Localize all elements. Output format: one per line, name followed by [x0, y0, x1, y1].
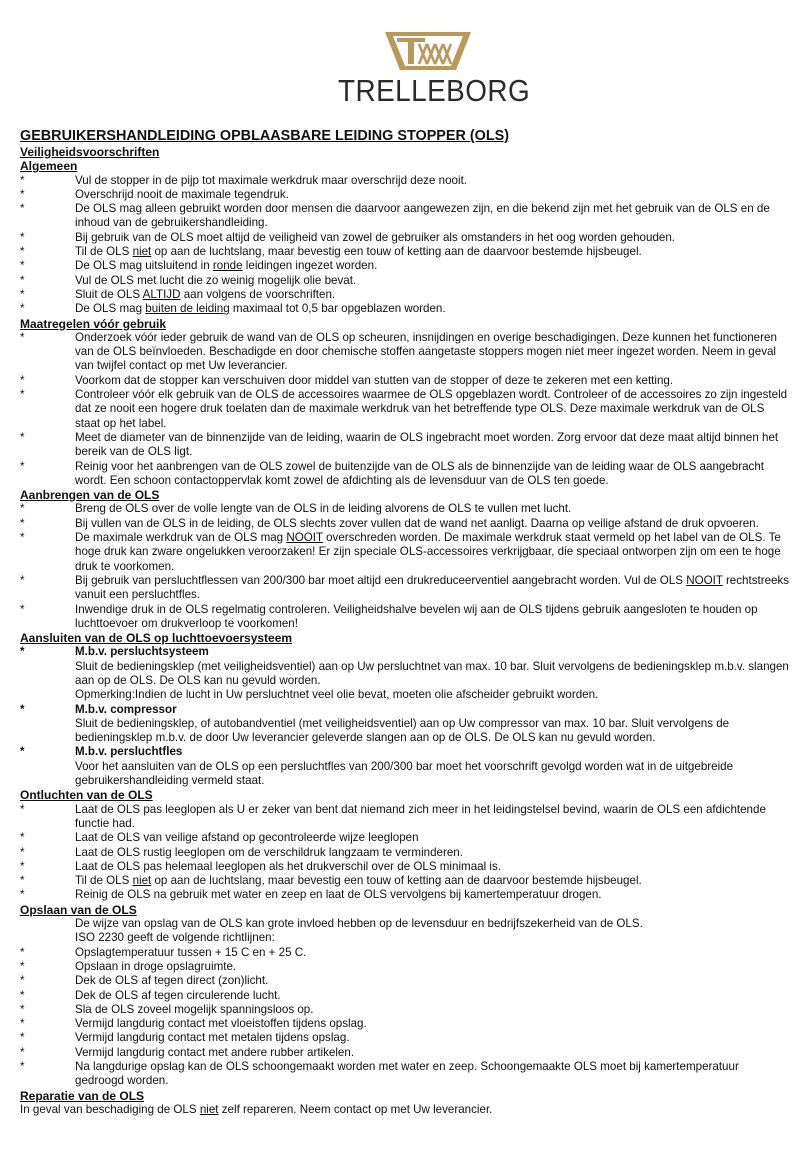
- document-body: [20, 128, 790, 1117]
- list-item: * De OLS mag alleen gebruikt worden door mensen die daarvoor aangewezen zijn, en die bekend zijn met het gebruik van de OLS en de inhoud van de gebruikershandleiding.: [20, 202, 770, 230]
- section-heading-aansluiten: Aansluiten van de OLS op luchttoevoersysteem: [20, 631, 293, 646]
- list-item: * Dek de OLS af tegen circulerende lucht.: [20, 988, 281, 1002]
- section-heading-aanbrengen: Aanbrengen van de OLS: [20, 488, 160, 503]
- list-item: * Meet de diameter van de binnenzijde van de leiding, waarin de OLS ingebracht moet worden. Zorg ervoor dat deze maat altijd binnen het bereik van de OLS ligt.: [20, 430, 779, 459]
- list-item: * Dek de OLS af tegen direct (zon)licht.: [20, 974, 269, 988]
- section-heading-algemeen: Algemeen: [20, 159, 78, 174]
- list-item: * Laat de OLS van veilige afstand op gecontroleerde wijze leeglopen: [20, 831, 419, 845]
- list-item: * De OLS mag buiten de leiding maximaal tot 0,5 bar opgeblazen worden.: [20, 302, 446, 316]
- paragraph: ISO 2230 geeft de volgende richtlijnen:: [75, 931, 275, 945]
- paragraph: Voor het aansluiten van de OLS op een persluchtfles van 200/300 bar moet het voorschrift gevolgd worden wat in de uitgebreide gebruikershandleiding vermeld staat.: [75, 759, 734, 788]
- list-item: * Laat de OLS pas helemaal leeglopen als het drukverschil over de OLS minimaal is.: [20, 859, 501, 873]
- list-item: * Vul de stopper in de pijp tot maximale werkdruk maar overschrijd deze nooit.: [20, 173, 468, 187]
- subheading-perslucht: * M.b.v. persluchtsysteem: [20, 645, 209, 659]
- list-item: * De OLS mag uitsluitend in ronde leidingen ingezet worden.: [20, 259, 378, 273]
- list-item: * De maximale werkdruk van de OLS mag NOOIT overschreden worden. De maximale werkdruk staat vermeld op het label van de OLS. Te hoge druk kan zware ongelukken veroorzaken! Er zijn speciale OLS-accessoires verkrijgbaar, die speciaal ontworpen zijn om een te hoge druk te voorkomen.: [20, 531, 781, 573]
- list-item: * Laat de OLS pas leeglopen als U er zeker van bent dat niemand zich meer in het leidingstelsel bevind, waarin de OLS een afdichtende functie had.: [20, 802, 766, 830]
- section-heading-opslaan: Opslaan van de OLS: [20, 902, 137, 917]
- list-item: * Inwendige druk in de OLS regelmatig controleren. Veiligheidshalve bevelen wij aan de OLS tijdens gebruik aangesloten te houden op luchttoevoer om drukverloop te voorkomen!: [20, 602, 758, 630]
- list-item: * Breng de OLS over de volle lengte van de OLS in de leiding alvorens de OLS te vullen met lucht.: [20, 502, 572, 516]
- list-item: * Opslaan in droge opslagruimte.: [20, 959, 237, 973]
- logo-wordmark: TRELLEBORG: [338, 73, 531, 108]
- list-item: * Overschrijd nooit de maximale tegendruk.: [20, 187, 289, 201]
- section-heading-reparatie: Reparatie van de OLS: [20, 1088, 145, 1103]
- list-item: * Bij gebruik van de OLS moet altijd de veiligheid van zowel de gebruiker als omstanders in het oog worden gehouden.: [20, 230, 676, 244]
- list-item: * Bij vullen van de OLS in de leiding, de OLS slechts zover vullen dat de wand net aanligt. Daarna op veilige afstand de druk opvoeren.: [20, 516, 759, 530]
- paragraph: Sluit de bedieningsklep, of autobandventiel (met veiligheidsventiel) aan op Uw compressor van max. 10 bar. Sluit vervolgens de bedieningsklep m.b.v. de door Uw leverancier geleverde slangen aan op de OLS. De OLS kan nu gevuld worden.: [75, 716, 730, 745]
- paragraph: Sluit de bedieningsklep (met veiligheidsventiel) aan op Uw persluchtnet van max. 10 bar. Sluit vervolgens de bedieningsklep m.b.v. slangen aan op de OLS. De OLS kan nu gevuld worden.: [75, 659, 789, 687]
- subheading-compressor: * M.b.v. compressor: [20, 702, 177, 716]
- list-item: * Voorkom dat de stopper kan verschuiven door middel van stutten van de stopper of deze te zekeren met een ketting.: [20, 373, 674, 387]
- section-heading-ontluchten: Ontluchten van de OLS: [20, 788, 153, 803]
- list-item: * Sla de OLS zoveel mogelijk spanningsloos op.: [20, 1002, 314, 1016]
- list-item: * Reinig de OLS na gebruik met water en zeep en laat de OLS vervolgens bij kamertemperatuur drogen.: [20, 888, 602, 902]
- list-item: * Laat de OLS rustig leeglopen om de verschildruk langzaam te verminderen.: [20, 845, 463, 859]
- subheading-persluchtfles: * M.b.v. persluchtfles: [20, 745, 183, 759]
- list-item: * Vermijd langdurig contact met vloeistoffen tijdens opslag.: [20, 1017, 367, 1031]
- list-item: * Sluit de OLS ALTIJD aan volgens de voorschriften.: [20, 287, 336, 301]
- section-heading-maatregelen: Maatregelen vóór gebruik: [20, 316, 167, 331]
- repair-paragraph: In geval van beschadiging de OLS niet zelf repareren. Neem contact op met Uw leverancier.: [20, 1102, 493, 1116]
- trelleborg-logo: [338, 30, 531, 112]
- safety-heading: Veiligheidsvoorschriften: [20, 145, 160, 159]
- list-item: * Controleer vóór elk gebruik van de OLS de accessoires waarmee de OLS opgeblazen wordt. Controleer of de accessoires zo zijn ingesteld dat ze nooit een hogere druk toelaten dan de maximale werkdruk van het betreffende type OLS. Deze maximale werkdruk van de OLS staat op het label.: [20, 388, 788, 430]
- list-item: * Opslagtemperatuur tussen + 15 C en + 25 C.: [20, 945, 307, 959]
- list-item: * Vermijd langdurig contact met andere rubber artikelen.: [20, 1045, 355, 1059]
- list-item: * Vermijd langdurig contact met metalen tijdens opslag.: [20, 1031, 350, 1045]
- list-item: * Til de OLS niet op aan de luchtslang, maar bevestig een touw of ketting aan de daarvoor bestemde hijsbeugel.: [20, 245, 642, 259]
- list-item: * Reinig voor het aanbrengen van de OLS zowel de buitenzijde van de OLS als de binnenzijde van de leiding waar de OLS aangebracht wordt. Een schoon contactoppervlak komt zowel de afdichting als de levensduur van de OLS ten goede.: [20, 459, 765, 487]
- list-item: * Na langdurige opslag kan de OLS schoongemaakt worden met water en zeep. Schoongemaakte OLS moet bij kamertemperatuur gedroogd worden.: [20, 1060, 739, 1088]
- paragraph: Opmerking:Indien de lucht in Uw persluchtnet veel olie bevat, moeten olie afscheider gebruikt worden.: [75, 688, 599, 702]
- paragraph: De wijze van opslag van de OLS kan grote invloed hebben op de levensduur en bedrijfszekerheid van de OLS.: [75, 917, 643, 931]
- document-title: GEBRUIKERSHANDLEIDING OPBLAASBARE LEIDING STOPPER (OLS): [20, 128, 510, 144]
- list-item: * Bij gebruik van persluchtflessen van 200/300 bar moet altijd een drukreduceerventiel aangebracht worden. Vul de OLS NOOIT rechtstreeks vanuit een persluchtfles.: [20, 573, 790, 602]
- list-item: * Onderzoek vóór ieder gebruik de wand van de OLS op scheuren, insnijdingen en overige beschadigingen. Deze kunnen het functioneren van de OLS beïnvloeden. Beschadigde en door chemische stoffen aangetaste stoppers mogen niet meer ingezet worden. Neem in geval van twijfel contact op met Uw leverancier.: [20, 330, 777, 373]
- list-item: * Vul de OLS met lucht die zo weinig mogelijk olie bevat.: [20, 273, 357, 287]
- trelleborg-emblem-icon: [383, 30, 473, 72]
- list-item: * Til de OLS niet op aan de luchtslang, maar bevestig een touw of ketting aan de daarvoor bestemde hijsbeugel.: [20, 874, 642, 888]
